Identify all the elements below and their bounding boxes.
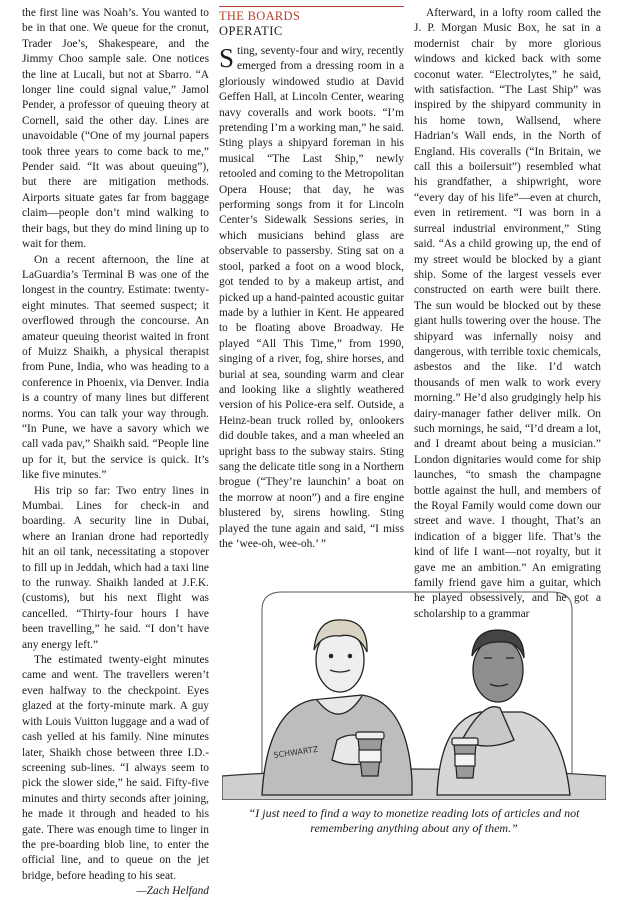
department-header [219, 6, 404, 38]
author-signature: —Zach Helfand [136, 885, 209, 898]
paragraph [219, 44, 404, 552]
paragraph: Afterward, in a lofty room called the J. P. Morgan Music Box, he sat in a modernist chair by more glorious windows and kicked back with some coconut water. “Electrolytes,” he said, with satisfaction. “The Last Ship” was inspired by the shipyard community in his home town, Wallsend, where Hadrian’s Wall ends, in the North of England. His coveralls (“In Britain, we call this a boilersuit”) resembled what his grandfather, a shipwright, wore “every day of his life”—even at church, even in retirement. “I was born in a surreal industrial environment,” Sting said. “As a child growing up, the end of my street would be blocked by a giant ship. Some of the largest vessels ever constructed on earth were built there. The sun would be blocked out by these giant hulls towering over the house. The shipyard was infernally noisy and dangerous, with terrible toxic chemicals, asbestos and the like. I’d watch thousands of men walk to work every morning.” He’d also grudgingly help his dairy-manager father deliver milk. On such mornings, he said, “I’d dream a lot, and I dreamt about being a musician.” London dignitaries would come for ship launches, “to smash the champagne bottle against the hull, and members of the Royal Family would come down our street and wave. I thought, That’s an indication of a bigger life. That’s the kind of life I want—not royalty, but it gave me an ambition.” An emigrating family friend gave him a guitar, which he played obsessively, and he got a scholarship to a grammar [414, 7, 601, 620]
coffee-cup-icon [452, 738, 478, 778]
cartoon-caption: “I just need to find a way to monetize reading lots of articles and not remembering anything about any of them.” [248, 806, 580, 835]
paragraph: His trip so far: Two entry lines in Mumbai. Lines for check-in and boarding. A security line in Dubai, where an Iranian drone had reportedly hit an oil tank, necessitating a stopover to fill up in Jeddah, which had a taxi line to the runway. Shaikh landed at J.F.K. (customs), but his next flight was cancelled. “Thirty-four hours I have been travelling,” he said. “I don’t have any energy left.” [22, 484, 209, 651]
column-2 [219, 6, 404, 552]
section-kicker: THE BOARDS [219, 9, 301, 23]
paragraph: The estimated twenty-eight minutes came and went. The travellers weren’t even halfway to the checkpoint. Eyes glazed at the forty-minute mark. A guy with Louis Vuitton luggage and a wad of cash yelled at his family. Nine minutes later, Shaikh chose between three I.D.-screening sub-lines. “I always seem to pick the slower side,” he said. Fifty-five minutes and thirty seconds after joining, he made it through and headed to his gate. There was enough time to linger in the pre-boarding blob line, to enter the official line, and to queue on the jet bridge, before heading to his seat. [22, 654, 209, 882]
column-3 [414, 6, 601, 622]
column-1 [22, 6, 209, 900]
drop-cap: S [219, 43, 235, 73]
paragraph: the first line was Noah’s. You wanted to be in that one. We queue for the cronut, Trader Joe’s, Shakespeare, and the Jimmy Choo sample sale. One notices the line at Lucali, but not at Sbarro. “A longer line could signal value,” Jamol Pender, a professor of queuing theory at Cornell, said the other day. Lines are unavoidable (“One of my journal papers took three years to come back to me,” Pender said. “It was about queuing”), but there are mitigation methods. Airports situate gates far from baggage claim—people don’t mind walking to their bags, but they do mind lining up to wait for them. [22, 7, 209, 251]
cartoon-illustration [222, 590, 606, 800]
paragraph-text: ting, seventy-four and wiry, recently emerged from a dressing room in a gloriously windowed studio at David Geffen Hall, at Lincoln Center, wearing navy coveralls and work boots. “I’m pretending I’m a working man,” he said. Sting plays a shipyard foreman in his musical “The Last Ship,” newly retooled and coming to the Metropolitan Opera House; that day, he was performing songs from it for Lincoln Center’s Sidewalk Sessions series, in which musicians behind glass are observable to passersby. Sting sat on a stool, parked a foot on a wood block, got tended to by a makeup artist, and picked up a hand-painted acoustic guitar made by a luthier in Kent. He appeared to be floating above Broadway. He played “All This Time,” from 1990, singing of a river, fog, shire horses, and burial at sea, sounding warm and clear and looking like a slightly weathered version of his Police-era self. Outside, a Heinz-bean truck rolled by, onlookers did double takes, and a man wheeled an upright bass to the subway stairs. Sting sang the delicate title song in a Northern brogue (“They’re launchin’ a boat on the morrow at noon”) and a fire engine blustered by, sirens howling. Sting played the tune again and said, “I miss the ‘wee-oh, wee-oh.’ ” [219, 45, 404, 550]
artist-signature: SCHWARTZ [273, 744, 319, 760]
paragraph: On a recent afternoon, the line at LaGuardia’s Terminal B was one of the longest in the country. Estimate: twenty-eight minutes. That seemed suspect; it overflowed through the concourse. An amateur queuing theorist waited in front of Muizz Shaikh, a physical therapist from Pune, India, who was heading to a conference in Phoenix, via Denver. India is a country of many lines but different norms. You can talk your way through. “In Pune, we have a savory which we call vada pav,” Shaikh said. “People line up for it, but the service is quick. It’s like five minutes.” [22, 253, 209, 482]
man-figure [262, 620, 412, 795]
section-headline: OPERATIC [219, 24, 283, 38]
